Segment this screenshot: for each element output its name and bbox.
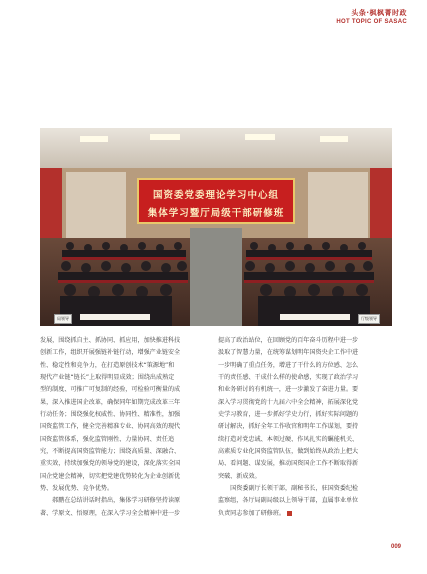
article-line: 重实效，持续加强党的领导党的建设，深化落实全国 (40, 460, 181, 468)
article-line: 汲取了智慧力量，在统筹谋划明年国资央企工作中进 (218, 349, 359, 357)
article-column-right (218, 335, 390, 520)
article-line: 高素质专业化国资监管队伍，做到始终从政治上把大 (218, 448, 359, 456)
article-line: 负责同志参加了研修班。 (218, 508, 390, 520)
article-line: 局、看问题、谋发展，推动国资国企工作不断取得新 (218, 460, 359, 468)
article-line: 创新工作，组织开展强链补链行动，增强产业链安全 (40, 349, 181, 357)
article-line: 续打造对党忠诚、本领过硬、作风扎实的瞩能机关、 (218, 435, 359, 443)
article-line: 和业务研讨的有机统一，进一步激发了奋进力量。要 (218, 386, 359, 394)
article-line: 著、学原文、悟原理，在深入学习全会精神中进一步 (40, 509, 181, 517)
article-line: 监察组，各厅局副局级以上领导干部，直属事业单位 (218, 497, 359, 505)
article-column-left (40, 335, 212, 520)
page-header (336, 8, 407, 25)
article-line: 现代产业链“链长”上取得明显成效；围绕出成熟定 (40, 374, 175, 382)
article-line: 国企党建会精神，切实把党建优势转化为企业创新优 (40, 472, 181, 480)
article-line: 干的责任感、干成什么样的使命感，实现了政治学习 (218, 374, 359, 382)
article-line: 性、稳定性和竞争力，在打造原创技术“策源地”和 (40, 361, 175, 369)
article-line: 史学习教育，进一步抓好学史力行，抓好实际问题的 (218, 411, 359, 419)
article-line: 国资监管体系，强化监管刚性、力量协同、责任追 (40, 435, 175, 443)
page-number-text: 009 (390, 544, 401, 550)
meeting-banner (137, 178, 295, 224)
article-line: 势、发展优势、竞争优势。 (40, 485, 114, 493)
article-line: 深入学习贯彻党的十九届六中全会精神，拓展深化党 (218, 398, 359, 406)
article-line: 究，不断提高国资监管能力；围绕高质量、深融合、 (40, 448, 181, 456)
article-line: 研讨解决，抓好全年工作收官和明年工作谋划，要持 (218, 423, 359, 431)
name-card-left: 局领导 (54, 314, 72, 324)
meeting-hall-illustration (40, 128, 392, 326)
article-line: 突破、新成效。 (218, 472, 261, 480)
name-card-right: 厅级领导 (358, 314, 380, 324)
banner-line-1: 国资委党委理论学习中心组 (152, 190, 279, 201)
end-mark-icon (287, 511, 292, 516)
section-title-en: HOT TOPIC OF SASAC (336, 19, 407, 25)
article-line: 郝鹏在总结讲话时指出，集体学习研修坚持读原 (40, 497, 181, 505)
page-number (391, 544, 401, 550)
article-line: 国资委副厅长领干部，副秘书长，驻国资委纪检 (218, 485, 359, 493)
section-title-cn: 头条·枫枫菁时政 (351, 9, 407, 17)
meeting-photo (40, 128, 392, 326)
article-line: 发展，围绕抓自主、抓协同、抓应用，加快推进科技 (40, 337, 181, 344)
article-line: 一步明确了重点任务，增进了干什么的方位感、怎么 (218, 361, 359, 369)
article-line: 型的制度、可推广可复制的经验，可检验可衡量的成 (40, 386, 181, 394)
article-line: 果，深入推进国企改革，确保同年如期完成改革三年 (40, 398, 181, 406)
article-line: 国资监管工作，健全完善精准专业、协同高效的现代 (40, 423, 181, 431)
banner-line-2: 集体学习暨厅局级干部研修班 (147, 208, 285, 219)
article-line: 行动任务；围绕强化权威性、协同性、精准性，加强 (40, 411, 181, 419)
article-line: 提高了政治站位，在回顾党的百年奋斗历程中进一步 (218, 337, 359, 344)
